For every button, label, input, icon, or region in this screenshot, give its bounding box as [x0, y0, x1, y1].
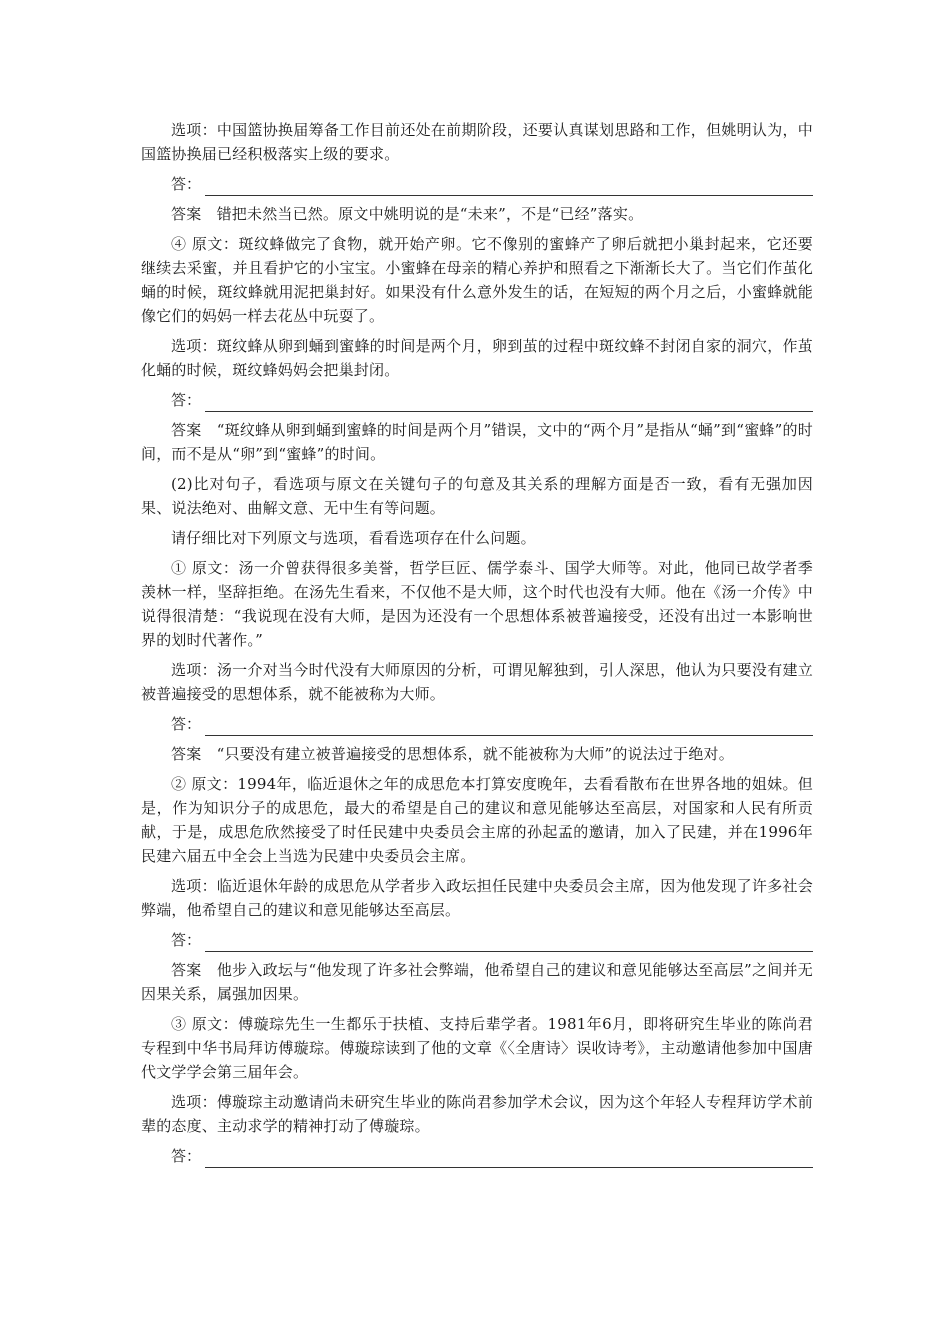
- answer-blank[interactable]: [171, 712, 813, 736]
- answer-paragraph: 答案 他步入政坛与“他发现了许多社会弊端，他希望自己的建议和意见能够达至高层”之间并无因果关系，属强加因果。: [141, 961, 813, 1003]
- option-paragraph: 选项：临近退休年龄的成思危从学者步入政坛担任民建中央委员会主席，因为他发现了许多社会弊端，他希望自己的建议和意见能够达至高层。: [141, 877, 813, 919]
- answer-paragraph: 答案 错把未然当已然。原文中姚明说的是“未来”，不是“已经”落实。: [171, 205, 644, 223]
- original-text-paragraph: ① 原文：汤一介曾获得很多美誉，哲学巨匠、儒学泰斗、国学大师等。对此，他同已故学者季羡林一样，坚辞拒绝。在汤先生看来，不仅他不是大师，这个时代也没有大师。他在《汤一介传》中说得很清楚：“我说现在没有大师，是因为还没有一个思想体系被普遍接受，还没有出过一本影响世界的划时代著作。”: [141, 559, 813, 649]
- instruction-paragraph: (2)比对句子，看选项与原文在关键句子的句意及其关系的理解方面是否一致，看有无强加因果、说法绝对、曲解文意、无中生有等问题。: [141, 475, 813, 517]
- answer-label: 答：: [171, 715, 202, 733]
- option-paragraph: 选项：傅璇琮主动邀请尚未研究生毕业的陈尚君参加学术会议，因为这个年轻人专程拜访学术前辈的态度、主动求学的精神打动了傅璇琮。: [141, 1093, 813, 1135]
- document-body: [141, 118, 813, 1174]
- answer-line: [205, 1150, 813, 1168]
- answer-label: 答：: [171, 1147, 202, 1165]
- answer-line: [205, 394, 813, 412]
- answer-label: 答：: [171, 175, 202, 193]
- answer-blank[interactable]: [171, 1144, 813, 1168]
- original-text-paragraph: ③ 原文：傅璇琮先生一生都乐于扶植、支持后辈学者。1981年6月，即将研究生毕业的陈尚君专程到中华书局拜访傅璇琮。傅璇琮读到了他的文章《〈全唐诗〉误收诗考》，主动邀请他参加中国唐代文学学会第三届年会。: [141, 1015, 813, 1081]
- instruction-paragraph: 请仔细比对下列原文与选项，看看选项存在什么问题。: [171, 529, 536, 547]
- option-paragraph: 选项：斑纹蜂从卵到蛹到蜜蜂的时间是两个月，卵到茧的过程中斑纹蜂不封闭自家的洞穴，作茧化蛹的时候，斑纹蜂妈妈会把巢封闭。: [141, 337, 813, 379]
- answer-line: [205, 178, 813, 196]
- answer-paragraph: 答案 “只要没有建立被普遍接受的思想体系，就不能被称为大师”的说法过于绝对。: [171, 745, 734, 763]
- original-text-paragraph: ② 原文：1994年，临近退休之年的成思危本打算安度晚年，去看看散布在世界各地的姐妹。但是，作为知识分子的成思危，最大的希望是自己的建议和意见能够达至高层，对国家和人民有所贡献，于是，成思危欣然接受了时任民建中央委员会主席的孙起孟的邀请，加入了民建，并在1996年民建六届五中全会上当选为民建中央委员会主席。: [141, 775, 813, 865]
- answer-line: [205, 934, 813, 952]
- option-paragraph: 选项：中国篮协换届筹备工作目前还处在前期阶段，还要认真谋划思路和工作，但姚明认为，中国篮协换届已经积极落实上级的要求。: [141, 121, 813, 163]
- original-text-paragraph: ④ 原文：斑纹蜂做完了食物，就开始产卵。它不像别的蜜蜂产了卵后就把小巢封起来，它还要继续去采蜜，并且看护它的小宝宝。小蜜蜂在母亲的精心养护和照看之下渐渐长大了。当它们作茧化蛹的时候，斑纹蜂就用泥把巢封好。如果没有什么意外发生的话，在短短的两个月之后，小蜜蜂就能像它们的妈妈一样去花丛中玩耍了。: [141, 235, 813, 325]
- answer-paragraph: 答案 “斑纹蜂从卵到蛹到蜜蜂的时间是两个月”错误，文中的“两个月”是指从“蛹”到“蜜蜂”的时间，而不是从“卵”到“蜜蜂”的时间。: [141, 421, 813, 463]
- answer-blank[interactable]: [171, 388, 813, 412]
- answer-line: [205, 718, 813, 736]
- answer-label: 答：: [171, 391, 202, 409]
- answer-blank[interactable]: [171, 172, 813, 196]
- answer-blank[interactable]: [171, 928, 813, 952]
- answer-label: 答：: [171, 931, 202, 949]
- option-paragraph: 选项：汤一介对当今时代没有大师原因的分析，可谓见解独到，引人深思，他认为只要没有建立被普遍接受的思想体系，就不能被称为大师。: [141, 661, 813, 703]
